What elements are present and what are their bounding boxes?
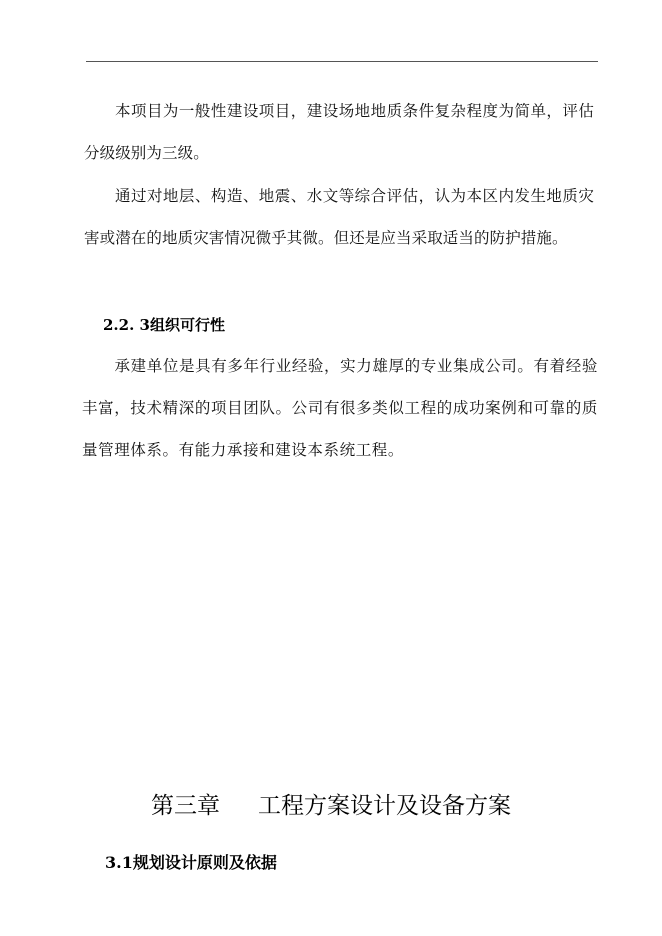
paragraph-geological-evaluation: 通过对地层、构造、地震、水文等综合评估，认为本区内发生地质灾害或潜在的地质灾害情况微乎其微。但还是应当采取适当的防护措施。 (84, 187, 594, 247)
section-heading-2-2-3: 2.2. 3组织可行性 (103, 316, 225, 334)
chapter-heading (0, 788, 662, 824)
section-heading-3-1: 3.1规划设计原则及依据 (105, 853, 277, 872)
chapter-number: 第三章 (151, 793, 220, 819)
paragraph-organization-feasibility: 承建单位是具有多年行业经验，实力雄厚的专业集成公司。有着经验丰富，技术精深的项目团队。公司有很多类似工程的成功案例和可靠的质量管理体系。有能力承接和建设本系统工程。 (82, 357, 598, 459)
paragraph-project-assessment: 本项目为一般性建设项目，建设场地地质条件复杂程度为简单，评估分级级别为三级。 (84, 102, 594, 162)
header-rule (86, 61, 598, 62)
chapter-title: 工程方案设计及设备方案 (258, 793, 511, 819)
